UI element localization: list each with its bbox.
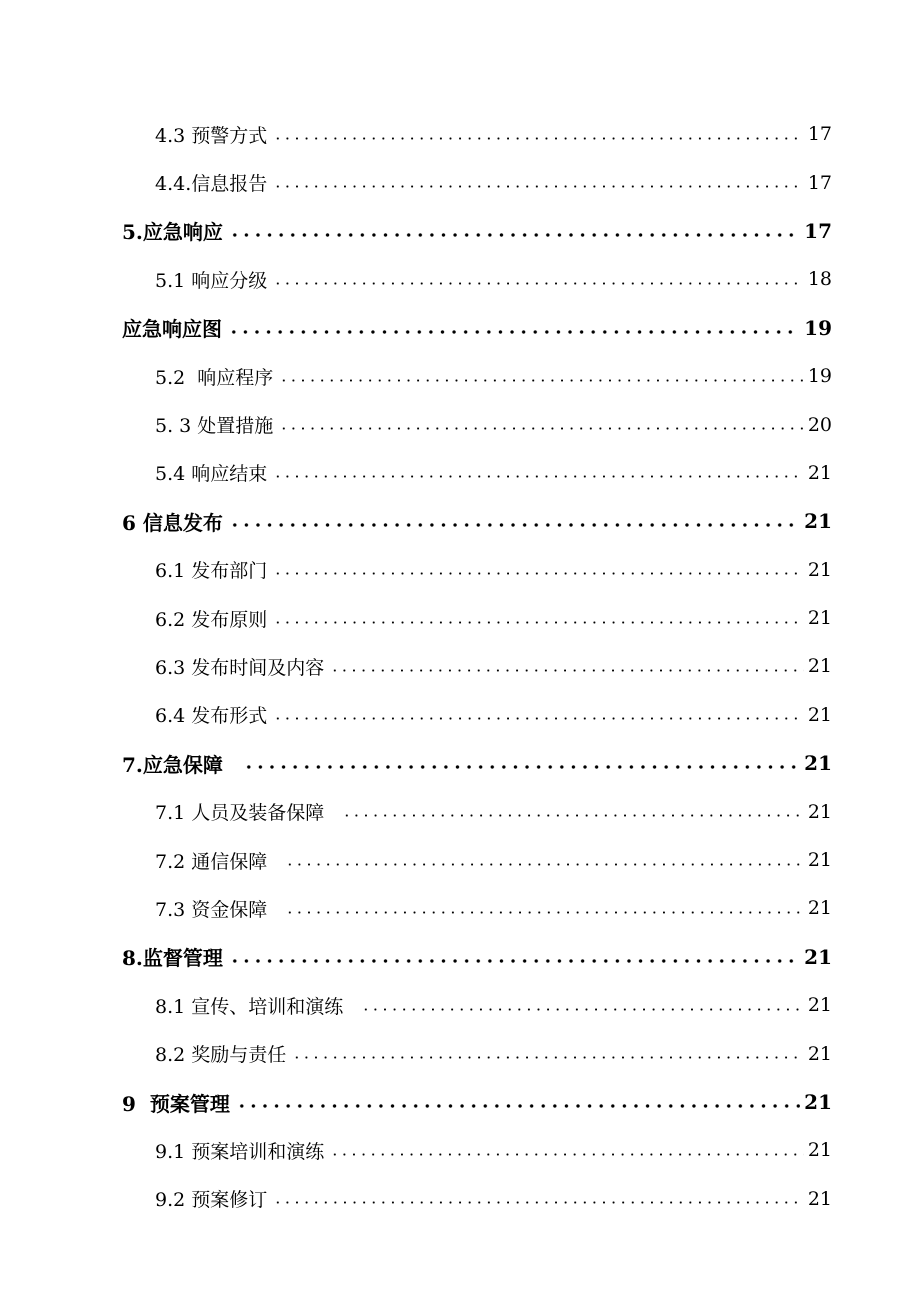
- toc-page-number: 18: [807, 268, 832, 291]
- toc-page-number: 19: [804, 315, 832, 340]
- toc-entry-label: 9 预案管理: [122, 1091, 230, 1116]
- toc-dot-leader: [273, 564, 804, 583]
- toc-entry-9-2[interactable]: [0, 1175, 920, 1223]
- toc-entry-5[interactable]: [0, 207, 920, 255]
- toc-page-number: 20: [807, 413, 832, 436]
- toc-entry-7-1[interactable]: [0, 787, 920, 835]
- toc-entry-4-4[interactable]: [0, 158, 920, 206]
- toc-dot-leader: [273, 274, 804, 293]
- toc-entry-label: 5.2 响应程序: [155, 366, 274, 389]
- toc-entry-label: 5.应急响应: [122, 220, 223, 245]
- toc-entry-label: 8.监督管理: [122, 946, 223, 971]
- toc-dot-leader: [273, 709, 804, 728]
- toc-entry-5-4[interactable]: [0, 449, 920, 497]
- toc-entry-label: 7.3 资金保障: [155, 898, 280, 921]
- toc-entry-label: 9.1 预案培训和演练: [155, 1140, 325, 1163]
- toc-page-number: 21: [804, 1090, 832, 1114]
- toc-page-number: 17: [807, 171, 832, 194]
- toc-entry-label: 6 信息发布: [122, 510, 223, 535]
- toc-page-number: 21: [807, 558, 832, 581]
- toc-entry-4-3[interactable]: [0, 110, 920, 158]
- toc-entry-8-2[interactable]: [0, 1029, 920, 1077]
- toc-entry-label: 6.1 发布部门: [155, 560, 268, 583]
- toc-page-number: 19: [807, 365, 832, 388]
- toc-entry-6[interactable]: [0, 497, 920, 545]
- toc-dot-leader: [228, 322, 800, 342]
- toc-dot-leader: [330, 661, 804, 680]
- toc-dot-leader: [273, 467, 804, 486]
- toc-entry-7-3[interactable]: [0, 884, 920, 932]
- toc-entry-label: 6.2 发布原则: [155, 608, 268, 631]
- toc-entry-5-1[interactable]: [0, 255, 920, 303]
- toc-entry-7[interactable]: [0, 739, 920, 787]
- toc-entry-response-chart[interactable]: [0, 304, 920, 352]
- toc-entry-label: 8.1 宣传、培训和演练: [155, 995, 356, 1018]
- toc-entry-9-1[interactable]: [0, 1126, 920, 1174]
- toc-page-number: 21: [807, 849, 832, 872]
- toc-page-number: 21: [807, 1187, 832, 1210]
- toc-entry-9[interactable]: [0, 1078, 920, 1126]
- toc-dot-leader: [279, 371, 804, 390]
- toc-page-number: 21: [807, 607, 832, 630]
- toc-page-number: 21: [807, 800, 832, 823]
- toc-entry-label: 5. 3 处置措施: [155, 415, 274, 438]
- toc-entry-label: 应急响应图: [122, 317, 222, 342]
- toc-entry-label: 9.2 预案修订: [155, 1189, 268, 1212]
- toc-page-number: 21: [807, 655, 832, 678]
- toc-page-number: 17: [804, 218, 832, 243]
- toc-dot-leader: [229, 951, 800, 971]
- toc-entry-label: 6.4 发布形式: [155, 705, 268, 728]
- toc-dot-leader: [229, 515, 800, 535]
- toc-entry-label: 7.应急保障: [122, 752, 237, 777]
- toc-entry-6-4[interactable]: [0, 691, 920, 739]
- toc-dot-leader: [292, 1048, 804, 1067]
- toc-dot-leader: [273, 613, 804, 632]
- toc-dot-leader: [285, 855, 803, 874]
- toc-dot-leader: [285, 903, 803, 922]
- toc-entry-5-3[interactable]: [0, 400, 920, 448]
- toc-entry-label: 4.4.信息报告: [155, 173, 268, 196]
- toc-entry-7-2[interactable]: [0, 836, 920, 884]
- toc-page-number: 21: [807, 1139, 832, 1162]
- toc-entry-5-2[interactable]: [0, 352, 920, 400]
- toc-entry-label: 7.1 人员及装备保障: [155, 802, 337, 825]
- toc-dot-leader: [236, 1096, 800, 1116]
- toc-dot-leader: [273, 1193, 804, 1212]
- toc-page-number: 21: [804, 509, 832, 534]
- toc-page-number: 21: [807, 1042, 832, 1065]
- toc-entry-label: 7.2 通信保障: [155, 850, 280, 873]
- toc-dot-leader: [243, 757, 800, 777]
- toc-entry-label: 5.4 响应结束: [155, 463, 268, 486]
- toc-page-number: 21: [804, 751, 832, 776]
- toc-entry-label: 5.1 响应分级: [155, 269, 268, 292]
- toc-entry-6-2[interactable]: [0, 594, 920, 642]
- table-of-contents: [0, 110, 920, 1223]
- toc-entry-8-1[interactable]: [0, 981, 920, 1029]
- toc-entry-6-1[interactable]: [0, 546, 920, 594]
- toc-dot-leader: [273, 129, 804, 148]
- toc-dot-leader: [361, 1000, 803, 1019]
- toc-page-number: 21: [807, 897, 832, 920]
- toc-page-number: 21: [807, 703, 832, 726]
- toc-page-number: 21: [804, 944, 832, 969]
- toc-dot-leader: [330, 1145, 804, 1164]
- toc-page-number: 21: [807, 994, 832, 1017]
- toc-page-number: 17: [807, 123, 832, 146]
- toc-entry-label: 8.2 奖励与责任: [155, 1044, 287, 1067]
- toc-dot-leader: [279, 419, 804, 438]
- toc-entry-6-3[interactable]: [0, 642, 920, 690]
- toc-entry-8[interactable]: [0, 933, 920, 981]
- toc-entry-label: 6.3 发布时间及内容: [155, 656, 325, 679]
- toc-dot-leader: [229, 225, 800, 245]
- toc-dot-leader: [273, 177, 804, 196]
- toc-entry-label: 4.3 预警方式: [155, 124, 268, 147]
- toc-page-number: 21: [807, 461, 832, 484]
- toc-dot-leader: [342, 806, 803, 825]
